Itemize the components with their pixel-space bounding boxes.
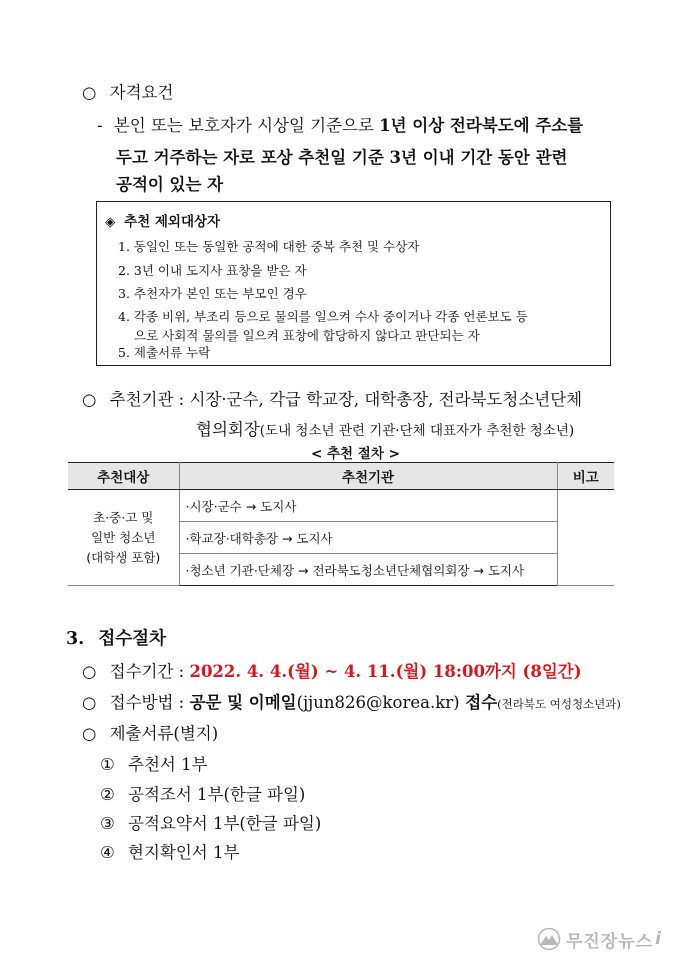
watermark-mark: i: [655, 929, 661, 949]
exclusion-item-2: 2. 3년 이내 도지사 표창을 받은 자: [118, 263, 307, 278]
exclusion-item-3: 3. 추천자가 본인 또는 부모인 경우: [118, 286, 307, 301]
doc-item-4: ④ 현지확인서 1부: [100, 843, 240, 862]
bullet-circle: ○: [82, 83, 97, 102]
qualification-line-3: 공적이 있는 자: [116, 175, 224, 194]
email-address: (jjun826@korea.kr): [296, 693, 460, 712]
header-note: 비고: [557, 463, 614, 490]
bullet-circle: ○: [82, 662, 97, 681]
note-cell: [557, 490, 614, 586]
qualification-heading: [82, 79, 173, 103]
header-target: 추천대상: [68, 463, 179, 490]
section-3-heading: 3. 접수절차: [66, 629, 166, 649]
target-cell: 초·중·고 및 일반 청소년 (대학생 포함): [68, 490, 179, 586]
table-row: [68, 490, 614, 522]
procedure-table: [68, 462, 614, 586]
exclusion-title: ◈ 추천 제외대상자: [105, 214, 221, 230]
procedure-caption: < 추천 절차 >: [311, 446, 400, 462]
method-line: ○ 접수방법 : 공문 및 이메일(jjun826@korea.kr) 접수(전라북도 여성청소년과): [82, 693, 621, 712]
exclusion-box: [96, 201, 611, 366]
doc-item-3: ③ 공적요약서 1부(한글 파일): [100, 814, 322, 833]
qualification-title: 자격요건: [109, 83, 174, 102]
agency-line-1: ○ 추천기관 : 시장·군수, 각급 학교장, 대학총장, 전라북도청소년단체: [82, 390, 583, 409]
period-value: 2022. 4. 4.(월) ~ 4. 11.(월) 18:00까지 (8일간): [189, 662, 582, 681]
exclusion-item-4-cont: 으로 사회적 물의를 일으켜 표창에 합당하지 않다고 판단되는 자: [134, 328, 480, 343]
doc-item-1: ① 추천서 1부: [100, 755, 208, 774]
agency-cell-2: ·학교장·대학총장 → 도지사: [179, 522, 557, 554]
period-line: ○ 접수기간 : 2022. 4. 4.(월) ~ 4. 11.(월) 18:00까지 (8일간): [82, 662, 582, 681]
exclusion-item-4: 4. 각종 비위, 부조리 등으로 물의를 일으켜 수사 중이거나 각종 언론보도 등: [118, 309, 528, 324]
qualification-line-1: [97, 112, 583, 136]
dash: -: [97, 116, 103, 135]
diamond-icon: ◈: [105, 214, 116, 230]
agency-cell-3: ·청소년 기관·단체장 → 전라북도청소년단체협의회장 → 도지사: [179, 554, 557, 586]
qualification-line-2: 두고 거주하는 자로 포상 추천일 기준 3년 이내 기간 동안 관련: [116, 148, 568, 167]
table-header-row: [68, 463, 614, 490]
watermark: [536, 924, 676, 954]
bullet-circle: ○: [82, 390, 97, 409]
agency-line-2: 협의회장(도내 청소년 관련 기관·단체 대표자가 추천한 청소년): [196, 420, 575, 439]
bullet-circle: ○: [82, 724, 97, 743]
watermark-text: 무진장뉴스: [566, 931, 654, 952]
exclusion-item-5: 5. 제출서류 누락: [118, 345, 211, 360]
exclusion-item-1: 1. 동일인 또는 동일한 공적에 대한 중복 추천 및 수상자: [118, 239, 420, 254]
qualification-text-normal: 본인 또는 보호자가 시상일 기준으로: [113, 116, 380, 135]
bullet-circle: ○: [82, 693, 97, 712]
docs-heading: ○ 제출서류(별지): [82, 724, 219, 743]
header-agency: 추천기관: [179, 463, 557, 490]
mountain-logo-icon: [536, 928, 562, 950]
agency-cell-1: ·시장·군수 → 도지사: [179, 490, 557, 522]
qualification-text-bold: 1년 이상 전라북도에 주소를: [379, 116, 584, 135]
doc-item-2: ② 공적조서 1부(한글 파일): [100, 785, 306, 804]
